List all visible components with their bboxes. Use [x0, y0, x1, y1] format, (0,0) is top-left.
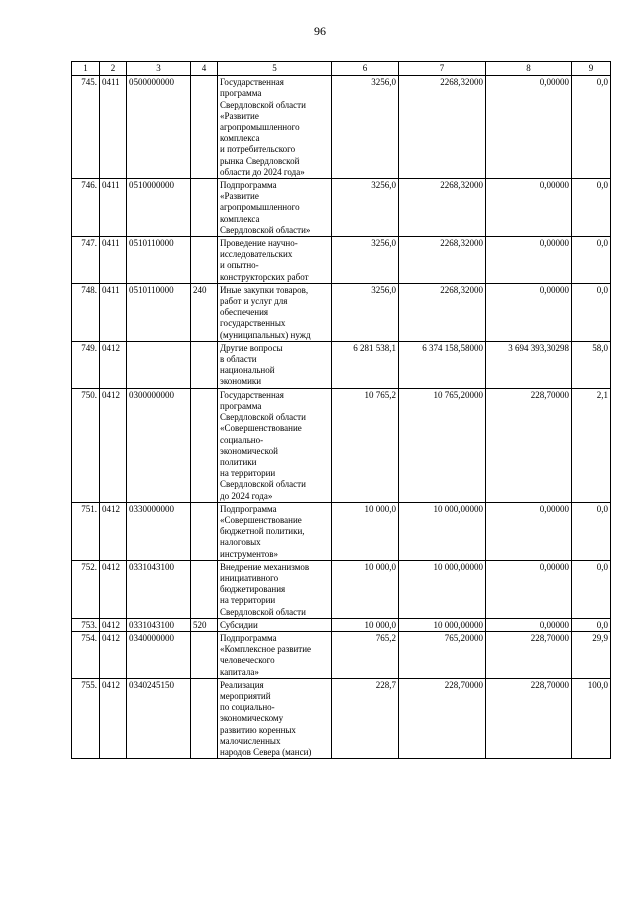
section-code-cell: 0411	[100, 76, 127, 179]
item-name-cell: Реализация мероприятий по социально- экономическому развитию коренных малочисленных народов Севера (манси)	[218, 678, 332, 758]
row-number-cell: 754.	[72, 631, 100, 678]
execution-percent-cell: 58,0	[572, 341, 611, 388]
item-name-cell: Внедрение механизмов инициативного бюджетирования на территории Свердловской области	[218, 560, 332, 618]
approved-amount-cell: 3256,0	[332, 76, 399, 179]
column-header-2: 2	[100, 62, 127, 76]
execution-percent-cell: 29,9	[572, 631, 611, 678]
approved-amount-cell: 3256,0	[332, 283, 399, 341]
column-header-8: 8	[486, 62, 572, 76]
item-name-cell: Подпрограмма «Комплексное развитие человеческого капитала»	[218, 631, 332, 678]
execution-percent-cell: 0,0	[572, 502, 611, 560]
target-code-cell: 0331043100	[127, 618, 191, 631]
expense-type-cell	[191, 502, 218, 560]
target-code-cell: 0331043100	[127, 560, 191, 618]
section-code-cell: 0412	[100, 388, 127, 502]
table-row	[72, 341, 611, 388]
row-number-cell: 747.	[72, 237, 100, 284]
table-row	[72, 283, 611, 341]
table-header	[72, 62, 611, 76]
execution-percent-cell: 2,1	[572, 388, 611, 502]
execution-percent-cell: 0,0	[572, 618, 611, 631]
section-code-cell: 0411	[100, 237, 127, 284]
target-code-cell: 0510110000	[127, 283, 191, 341]
budget-amount-cell: 10 000,00000	[399, 618, 486, 631]
row-number-cell: 745.	[72, 76, 100, 179]
section-code-cell: 0412	[100, 618, 127, 631]
executed-amount-cell: 228,70000	[486, 678, 572, 758]
execution-percent-cell: 100,0	[572, 678, 611, 758]
row-number-cell: 751.	[72, 502, 100, 560]
section-code-cell: 0412	[100, 678, 127, 758]
target-code-cell: 0510110000	[127, 237, 191, 284]
execution-percent-cell: 0,0	[572, 283, 611, 341]
executed-amount-cell: 228,70000	[486, 388, 572, 502]
item-name-cell: Подпрограмма «Развитие агропромышленного комплекса Свердловской области»	[218, 179, 332, 237]
budget-amount-cell: 10 000,00000	[399, 560, 486, 618]
expense-type-cell	[191, 341, 218, 388]
budget-amount-cell: 2268,32000	[399, 179, 486, 237]
approved-amount-cell: 228,7	[332, 678, 399, 758]
executed-amount-cell: 0,00000	[486, 179, 572, 237]
expense-type-cell	[191, 237, 218, 284]
approved-amount-cell: 6 281 538,1	[332, 341, 399, 388]
table-body	[72, 76, 611, 759]
approved-amount-cell: 10 000,0	[332, 502, 399, 560]
budget-amount-cell: 2268,32000	[399, 237, 486, 284]
target-code-cell: 0300000000	[127, 388, 191, 502]
execution-percent-cell: 0,0	[572, 237, 611, 284]
executed-amount-cell: 0,00000	[486, 618, 572, 631]
target-code-cell: 0500000000	[127, 76, 191, 179]
expense-type-cell	[191, 560, 218, 618]
expense-type-cell	[191, 631, 218, 678]
column-header-4: 4	[191, 62, 218, 76]
table-row	[72, 388, 611, 502]
executed-amount-cell: 0,00000	[486, 237, 572, 284]
budget-amount-cell: 2268,32000	[399, 76, 486, 179]
approved-amount-cell: 10 765,2	[332, 388, 399, 502]
item-name-cell: Иные закупки товаров, работ и услуг для обеспечения государственных (муниципальных) нужд	[218, 283, 332, 341]
target-code-cell	[127, 341, 191, 388]
expense-type-cell	[191, 678, 218, 758]
executed-amount-cell: 3 694 393,30298	[486, 341, 572, 388]
budget-amount-cell: 765,20000	[399, 631, 486, 678]
table-row	[72, 502, 611, 560]
budget-amount-cell: 10 000,00000	[399, 502, 486, 560]
budget-amount-cell: 6 374 158,58000	[399, 341, 486, 388]
target-code-cell: 0340245150	[127, 678, 191, 758]
column-header-6: 6	[332, 62, 399, 76]
row-number-cell: 746.	[72, 179, 100, 237]
execution-percent-cell: 0,0	[572, 560, 611, 618]
item-name-cell: Подпрограмма «Совершенствование бюджетной политики, налоговых инструментов»	[218, 502, 332, 560]
section-code-cell: 0412	[100, 560, 127, 618]
column-header-3: 3	[127, 62, 191, 76]
expense-type-cell: 520	[191, 618, 218, 631]
table-row	[72, 237, 611, 284]
executed-amount-cell: 0,00000	[486, 283, 572, 341]
table-row	[72, 76, 611, 179]
row-number-cell: 749.	[72, 341, 100, 388]
executed-amount-cell: 228,70000	[486, 631, 572, 678]
expense-type-cell: 240	[191, 283, 218, 341]
column-header-1: 1	[72, 62, 100, 76]
row-number-cell: 750.	[72, 388, 100, 502]
page-number: 96	[314, 24, 326, 38]
section-code-cell: 0412	[100, 502, 127, 560]
section-code-cell: 0412	[100, 341, 127, 388]
table-row	[72, 618, 611, 631]
execution-percent-cell: 0,0	[572, 76, 611, 179]
row-number-cell: 752.	[72, 560, 100, 618]
item-name-cell: Проведение научно- исследовательских и опытно- конструкторских работ	[218, 237, 332, 284]
budget-amount-cell: 2268,32000	[399, 283, 486, 341]
column-header-7: 7	[399, 62, 486, 76]
expense-type-cell	[191, 76, 218, 179]
row-number-cell: 753.	[72, 618, 100, 631]
table-row	[72, 631, 611, 678]
approved-amount-cell: 3256,0	[332, 179, 399, 237]
budget-table	[71, 61, 611, 759]
expense-type-cell	[191, 388, 218, 502]
target-code-cell: 0330000000	[127, 502, 191, 560]
item-name-cell: Государственная программа Свердловской области «Развитие агропромышленного комплекса и потребительского рынка Свердловской области до 2024 года»	[218, 76, 332, 179]
column-header-9: 9	[572, 62, 611, 76]
column-header-5: 5	[218, 62, 332, 76]
header-row	[72, 62, 611, 76]
row-number-cell: 755.	[72, 678, 100, 758]
expense-type-cell	[191, 179, 218, 237]
row-number-cell: 748.	[72, 283, 100, 341]
table-row	[72, 560, 611, 618]
table-row	[72, 179, 611, 237]
executed-amount-cell: 0,00000	[486, 502, 572, 560]
execution-percent-cell: 0,0	[572, 179, 611, 237]
budget-amount-cell: 228,70000	[399, 678, 486, 758]
approved-amount-cell: 10 000,0	[332, 618, 399, 631]
budget-amount-cell: 10 765,20000	[399, 388, 486, 502]
executed-amount-cell: 0,00000	[486, 560, 572, 618]
section-code-cell: 0412	[100, 631, 127, 678]
item-name-cell: Другие вопросы в области национальной экономики	[218, 341, 332, 388]
approved-amount-cell: 3256,0	[332, 237, 399, 284]
target-code-cell: 0340000000	[127, 631, 191, 678]
approved-amount-cell: 10 000,0	[332, 560, 399, 618]
item-name-cell: Государственная программа Свердловской области «Совершенствование социально- экономической политики на территории Свердловской области до 2024 года»	[218, 388, 332, 502]
executed-amount-cell: 0,00000	[486, 76, 572, 179]
section-code-cell: 0411	[100, 179, 127, 237]
approved-amount-cell: 765,2	[332, 631, 399, 678]
target-code-cell: 0510000000	[127, 179, 191, 237]
table-row	[72, 678, 611, 758]
section-code-cell: 0411	[100, 283, 127, 341]
item-name-cell: Субсидии	[218, 618, 332, 631]
